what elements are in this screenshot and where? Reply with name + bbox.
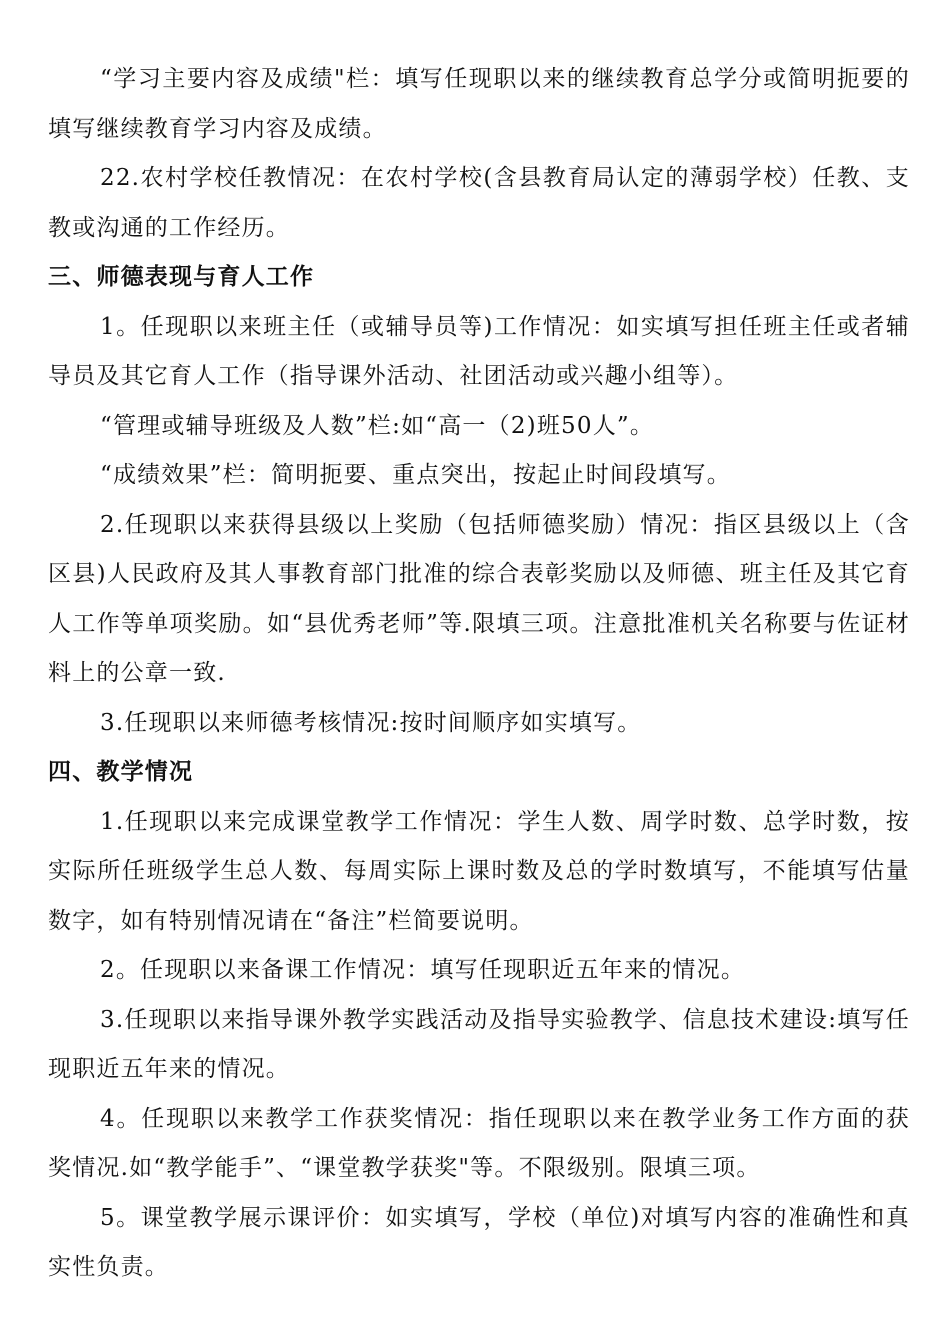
paragraph-demo-lesson: 5。课堂教学展示课评价：如实填写，学校（单位)对填写内容的准确性和真实性负责。 <box>48 1204 910 1280</box>
paragraph-ethics-assessment: 3.任现职以来师德考核情况:按时间顺序如实填写。 <box>100 709 642 736</box>
paragraph-rural-teaching: 22.农村学校任教情况：在农村学校(含县教育局认定的薄弱学校）任教、支教或沟通的工作经历。 <box>48 165 910 241</box>
paragraph-class-teacher: 1。任现职以来班主任（或辅导员等)工作情况：如实填写担任班主任或者辅导员及其它育人工作（指导课外活动、社团活动或兴趣小组等）。 <box>48 313 910 389</box>
paragraph-extracurricular: 3.任现职以来指导课外教学实践活动及指导实验教学、信息技术建设:填写任现职近五年来的情况。 <box>48 1006 910 1082</box>
paragraph-classroom-teaching: 1.任现职以来完成课堂教学工作情况：学生人数、周学时数、总学时数，按实际所任班级学生总人数、每周实际上课时数及总的学时数填写，不能填写估量数字，如有特别情况请在“备注”栏简要说明。 <box>48 808 910 934</box>
paragraph-class-size: “管理或辅导班级及人数”栏:如“高一（2)班50人”。 <box>100 412 655 439</box>
section-heading-teaching: 四、教学情况 <box>48 759 194 785</box>
paragraph-study-content: “学习主要内容及成绩"栏：填写任现职以来的继续教育总学分或简明扼要的填写继续教育学习内容及成绩。 <box>48 66 910 142</box>
paragraph-lesson-prep: 2。任现职以来备课工作情况：填写任现职近五年来的情况。 <box>100 957 746 983</box>
section-heading-ethics: 三、师德表现与育人工作 <box>48 264 315 290</box>
paragraph-results: “成绩效果”栏：简明扼要、重点突出，按起止时间段填写。 <box>100 462 731 488</box>
paragraph-teaching-awards: 4。任现职以来教学工作获奖情况：指任现职以来在教学业务工作方面的获奖情况.如“教学能手”、“课堂教学获奖"等。不限级别。限填三项。 <box>48 1105 910 1181</box>
paragraph-awards: 2.任现职以来获得县级以上奖励（包括师德奖励）情况：指区县级以上（含区县)人民政府及其人事教育部门批准的综合表彰奖励以及师德、班主任及其它育人工作等单项奖励。如“县优秀老师”等.限填三项。注意批准机关名称要与佐证材料上的公章一致. <box>48 511 910 686</box>
document-page <box>48 55 910 1293</box>
